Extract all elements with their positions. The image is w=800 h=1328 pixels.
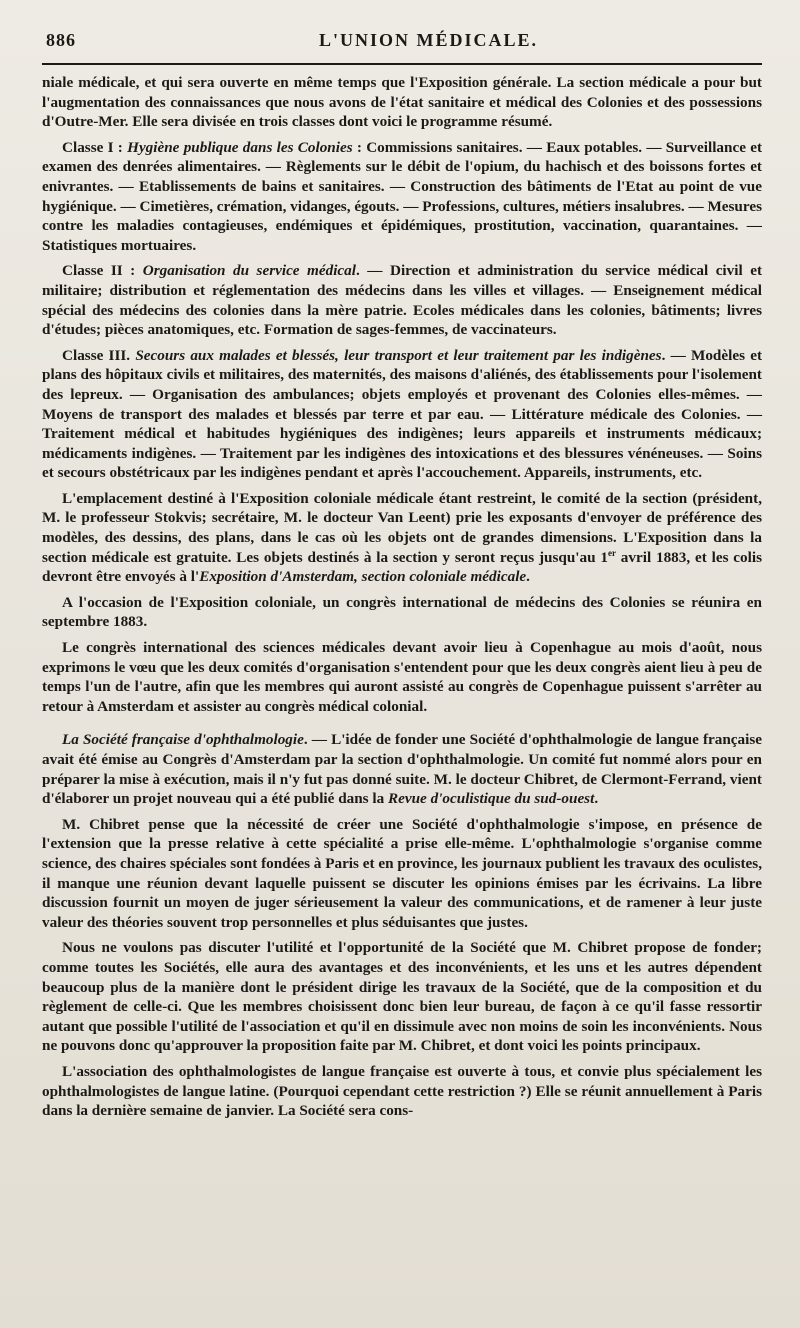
- journal-title: L'UNION MÉDICALE.: [318, 30, 538, 50]
- text-run: . — L'idée de fonder une Société d'ophthalmologie de langue française avait été émise au Congrès d'Amsterdam par la section d'ophthalmologie. Un comité fut nommé alors pour en préparer la mise à exécution, mais il n'y fut pas donné suite. M. le docteur Chibret, de Clermont-Ferrand, vient d'élaborer un projet nouveau qui a été publié dans la: [42, 731, 763, 808]
- italic-run: Revue d'oculistique du sud-ouest: [388, 790, 595, 808]
- page-number: 886: [46, 30, 76, 50]
- italic-run: Secours aux malades et blessés, leur transport et leur traitement par les indigènes: [135, 346, 662, 364]
- paragraph-p1: [42, 73, 762, 132]
- text-run: Classe II :: [62, 262, 143, 280]
- paragraph-p5: [42, 489, 762, 587]
- paragraph-p6: [42, 593, 762, 632]
- text-run: niale médicale, et qui sera ouverte en même temps que l'Exposition générale. La section médicale a pour but l'augmentation des connaissances que nous avons de l'état sanitaire et médical des Colonies et des possessions d'Outre-Mer. Elle sera divisée en trois classes dont voici le programme résumé.: [42, 74, 762, 131]
- text-run: . — Modèles et plans des hôpitaux civils et militaires, des maternités, des maisons d'aliénés, des établissements pour l'isolement des lepreux. — Organisation des ambulances; objets employés et provenant des Colonies elles-mêmes. — Moyens de transport des malades et blessés par terre et par eau. — Littérature médicale des Colonies. — Traitement médical et habitudes hygiéniques des indigènes; leurs appareils et instruments médicaux; médicaments indigènes. — Traitement par les indigènes des intoxications et des blessures vénéneuses. — Soins et secours obstétricaux par les indigènes pendant et après l'accouchement. Appareils, instruments, etc.: [42, 346, 762, 482]
- paragraph-p9: [42, 815, 762, 933]
- text-run: : Commissions sanitaires. — Eaux potables. — Surveillance et examen des denrées alimentaires. — Règlements sur le débit de l'opium, du hachisch et des boissons fortes et enivrantes. — Etablissements de bains et sanitaires. — Construction des bâtiments de l'Etat au point de vue hygiénique. — Cimetières, crémation, vidanges, égouts. — Professions, cultures, métiers insalubres. — Mesures contre les maladies contagieuses, endémiques et épidémiques, prostitution, vaccination, quarantaines. — Statistiques mortuaires.: [42, 138, 763, 254]
- text-run: Classe III.: [62, 346, 136, 364]
- text-run: L'emplacement destiné à l'Exposition coloniale médicale étant restreint, le comité de la section (président, M. le professeur Stokvis; secrétaire, M. le docteur Van Leent) prie les exposants d'envoyer de préférence des modèles, des dessins, des plans, dans le cas où les objets ont de grandes dimensions. L'Exposition dans la section médicale est gratuite. Les objets destinés à la section y seront reçus jusqu'au 1: [42, 489, 762, 566]
- superscript-run: er: [607, 547, 616, 558]
- paragraph-p8: [42, 730, 762, 808]
- text-run: Le congrès international des sciences médicales devant avoir lieu à Copenhague au mois d'août, nous exprimons le vœu que les deux comités d'organisation s'entendent pour que les deux congrès aient lieu à peu de temps l'un de l'autre, afin que les membres qui auront assisté au congrès de Copenhague puissent s'arrêter au retour à Amsterdam et assister au congrès médical colonial.: [42, 639, 762, 715]
- paragraph-p7: [42, 638, 762, 716]
- text-run: .: [594, 790, 599, 808]
- paragraph-p10: [42, 938, 762, 1056]
- paragraph-p3: [42, 261, 762, 339]
- text-run: A l'occasion de l'Exposition coloniale, un congrès international de médecins des Colonies se réunira en septembre 1883.: [42, 593, 762, 631]
- italic-run: La Société française d'ophthalmologie: [62, 731, 304, 749]
- italic-run: Exposition d'Amsterdam, section coloniale médicale: [199, 568, 527, 586]
- text-run: .: [526, 568, 530, 586]
- text-run: M. Chibret pense que la nécessité de créer une Société d'ophthalmologie s'impose, en présence de l'extension que la presse relative à cette spécialité a prise elle-même. L'ophthalmologie s'organise comme science, des chaires spéciales sont fondées à Paris et en province, les journaux publient les travaux des oculistes, il manque une réunion devant laquelle puissent se discuter les opinions émises par les écrivains. La libre discussion fournit un moyen de juger sérieusement la valeur des communications, et de ramener à leur juste valeur des théories souvent trop personnelles et plus séduisantes que justes.: [42, 815, 762, 931]
- italic-run: Hygiène publique dans les Colonies: [127, 138, 353, 156]
- italic-run: Organisation du service médical: [142, 262, 356, 280]
- text-run: . — Direction et administration du service médical civil et militaire; distribution et réglementation des médecins dans les villes et villages. — Enseignement médical spécial des médecins des colonies dans la mère patrie. Ecoles médicales dans les colonies, bâtiments; livres d'études; pièces anatomiques, etc. Formation de sages-femmes, de vaccinateurs.: [42, 262, 762, 339]
- text-run: Classe I :: [62, 138, 128, 156]
- paragraph-p2: [42, 138, 762, 256]
- text-run: L'association des ophthalmologistes de langue française est ouverte à tous, et convie plus spécialement les ophthalmologistes de langue latine. (Pourquoi cependant cette restriction ?) Elle se réunit annuellement à Paris dans la dernière semaine de janvier. La Société sera cons-: [42, 1062, 762, 1120]
- text-run: Nous ne voulons pas discuter l'utilité et l'opportunité de la Société que M. Chibret propose de fonder; comme toutes les Sociétés, elle aura des avantages et des inconvénients, et les uns et les autres dépendent beaucoup plus de la manière dont le président dirige les travaux de la Société, que de la composition et du règlement de celle-ci. Que les membres choisissent donc bien leur bureau, de façon à ce qu'il fasse ressortir autant que possible l'utilité de l'association et qu'il en dissimule avec non moins de soin les inconvénients. Nous ne pouvons donc qu'approuver la proposition faite par M. Chibret, et dont voici les points principaux.: [42, 939, 762, 1055]
- paragraph-p4: [42, 346, 762, 483]
- header-rule: [42, 63, 762, 65]
- text-run: avril 1883, et les colis devront être envoyés à l': [42, 548, 762, 586]
- page-header: [42, 30, 762, 51]
- paragraph-p11: [42, 1062, 762, 1121]
- article-body: [42, 73, 762, 1121]
